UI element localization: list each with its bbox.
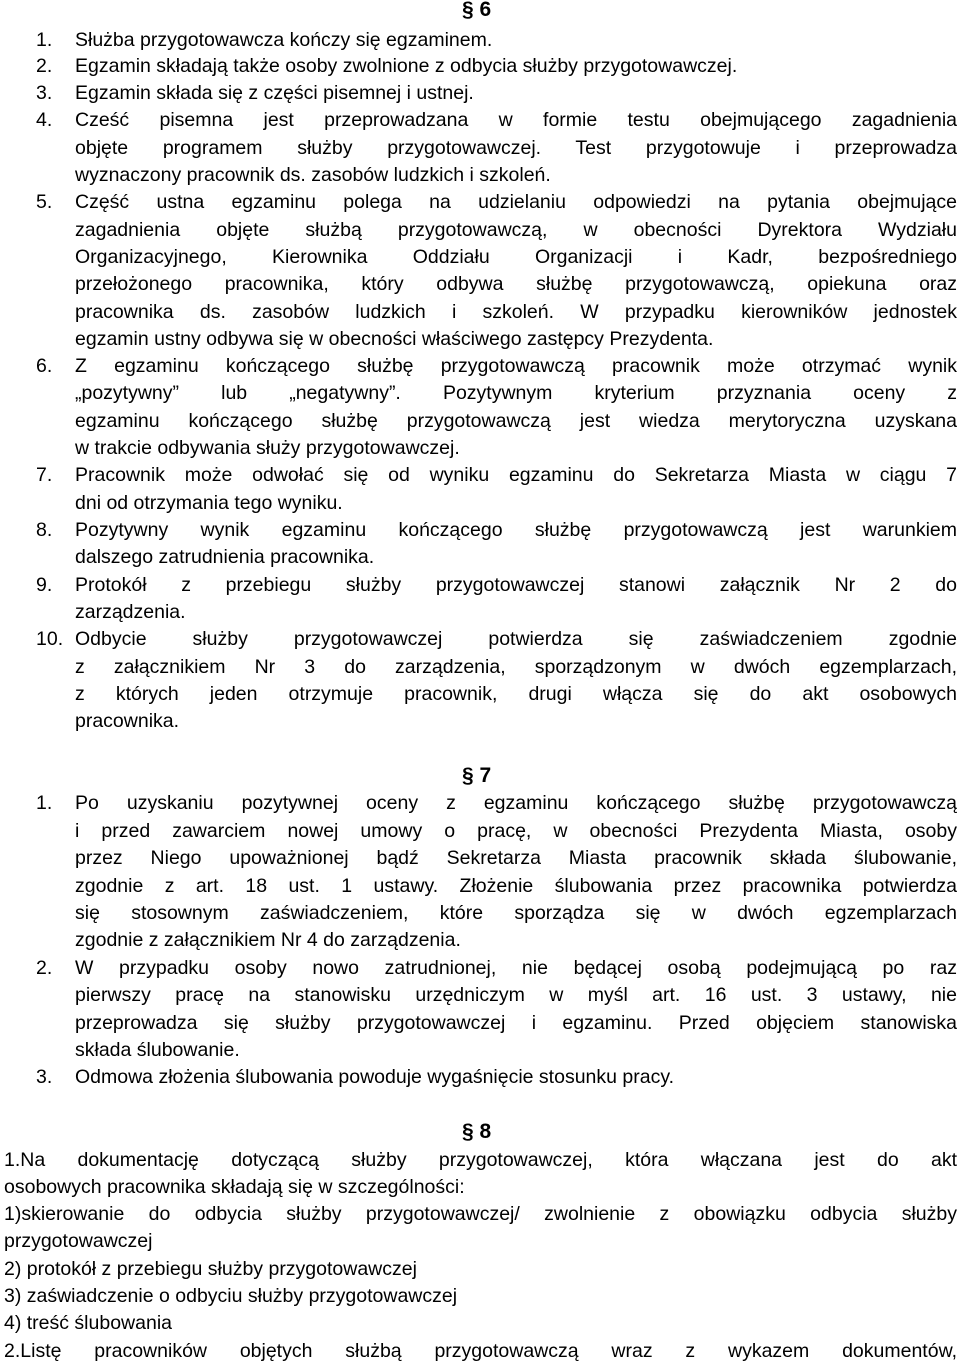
- list-item-text-line: z których jeden otrzymuje pracownik, drugi włącza się do akt osobowych: [75, 683, 957, 705]
- paragraph-text-line: 2.Listę pracowników objętych służbą przygotowawczą wraz z wykazem dokumentów,: [4, 1340, 957, 1362]
- list-item-text-line: pracownika ds. zasobów ludzkich i szkoleń. W przypadku kierowników jednostek: [75, 301, 957, 323]
- paragraph-text-line: osobowych pracownika składają się w szczególności:: [4, 1176, 465, 1198]
- list-item-text-line: pierwszy pracę na stanowisku urzędniczym w myśl art. 16 ust. 3 ustawy, nie: [75, 984, 957, 1006]
- list-item-number: 4.: [36, 109, 53, 131]
- paragraph-text-line: 1.Na dokumentację dotyczącą służby przygotowawczej, która włączana jest do akt: [4, 1149, 957, 1171]
- paragraph-text-line: przygotowawczej: [4, 1230, 153, 1252]
- list-item-text-line: Odbycie służby przygotowawczej potwierdza się zaświadczeniem zgodnie: [75, 628, 957, 650]
- list-item-text-line: egzaminu kończącego służbę przygotowawczą jest wiedza merytoryczna uzyskana: [75, 410, 957, 432]
- paragraph-text-line: 3) zaświadczenie o odbyciu służby przygotowawczej: [4, 1285, 458, 1307]
- list-item-number: 3.: [36, 82, 53, 104]
- list-item-number: 6.: [36, 355, 53, 377]
- list-item-text-line: Po uzyskaniu pozytywnej oceny z egzaminu kończącego służbę przygotowawczą: [75, 792, 957, 814]
- list-item-text-line: zagadnienia objęte służbą przygotowawczą, w obecności Dyrektora Wydziału: [75, 219, 957, 241]
- list-item-text-line: objęte programem służby przygotowawczej. Test przygotowuje i przeprowadza: [75, 137, 957, 159]
- list-item-number: 5.: [36, 191, 53, 213]
- list-item-number: 7.: [36, 464, 53, 486]
- list-item-text-line: zarządzenia.: [75, 601, 186, 623]
- list-item-text-line: i przed zawarciem nowej umowy o pracę, w obecności Prezydenta Miasta, osoby: [75, 820, 957, 842]
- list-item-text-line: Z egzaminu kończącego służbę przygotowawczą pracownik może otrzymać wynik: [75, 355, 957, 377]
- list-item-number: 3.: [36, 1066, 53, 1088]
- list-item-text-line: się stosownym zaświadczeniem, które sporządza się w dwóch egzemplarzach: [75, 902, 957, 924]
- list-item-number: 2.: [36, 55, 53, 77]
- list-item-number: 10.: [36, 628, 64, 650]
- list-item-text-line: Cześć pisemna jest przeprowadzana w formie testu obejmującego zagadnienia: [75, 109, 957, 131]
- list-item-number: 2.: [36, 957, 53, 979]
- paragraph-text-line: 2) protokół z przebiegu służby przygotowawczej: [4, 1258, 417, 1280]
- paragraph-text-line: 1)skierowanie do odbycia służby przygotowawczej/ zwolnienie z obowiązku odbycia służby: [4, 1203, 957, 1225]
- list-item-text-line: „pozytywny” lub „negatywny”. Pozytywnym kryterium przyznania oceny z: [75, 382, 957, 404]
- list-item-text-line: przeprowadza się służby przygotowawczej i egzaminu. Przed objęciem stanowiska: [75, 1012, 957, 1034]
- list-item-text-line: Pozytywny wynik egzaminu kończącego służbę przygotowawczą jest warunkiem: [75, 519, 957, 541]
- list-item-text-line: pracownika.: [75, 710, 180, 732]
- list-item-text-line: W przypadku osoby nowo zatrudnionej, nie będącej osobą podejmującą po raz: [75, 957, 957, 979]
- list-item-text-line: Organizacyjnego, Kierownika Oddziału Organizacji i Kadr, bezpośredniego: [75, 246, 957, 268]
- list-item-text-line: Pracownik może odwołać się od wyniku egzaminu do Sekretarza Miasta w ciągu 7: [75, 464, 957, 486]
- list-item-text-line: w trakcie odbywania służy przygotowawczej.: [75, 437, 460, 459]
- list-item-number: 8.: [36, 519, 53, 541]
- list-item-text-line: z załącznikiem Nr 3 do zarządzenia, sporządzonym w dwóch egzemplarzach,: [75, 656, 957, 678]
- list-item-text-line: dalszego zatrudnienia pracownika.: [75, 546, 375, 568]
- section-heading: § 6: [462, 0, 492, 21]
- list-item-text-line: zgodnie z załącznikiem Nr 4 do zarządzenia.: [75, 929, 461, 951]
- list-item-text-line: Protokół z przebiegu służby przygotowawczej stanowi załącznik Nr 2 do: [75, 574, 957, 596]
- list-item-number: 9.: [36, 574, 53, 596]
- list-item-text-line: Służba przygotowawcza kończy się egzaminem.: [75, 29, 493, 51]
- list-item-text-line: składa ślubowanie.: [75, 1039, 240, 1061]
- list-item-text-line: Część ustna egzaminu polega na udzielaniu odpowiedzi na pytania obejmujące: [75, 191, 957, 213]
- list-item-text-line: egzamin ustny odbywa się w obecności właściwego zastępcy Prezydenta.: [75, 328, 714, 350]
- list-item-text-line: dni od otrzymania tego wyniku.: [75, 492, 343, 514]
- section-heading: § 7: [462, 764, 492, 787]
- list-item-text-line: Egzamin składa się z części pisemnej i ustnej.: [75, 82, 474, 104]
- list-item-text-line: zgodnie z art. 18 ust. 1 ustawy. Złożenie ślubowania przez pracownika potwierdza: [75, 875, 957, 897]
- list-item-number: 1.: [36, 29, 53, 51]
- list-item-text-line: Egzamin składają także osoby zwolnione z odbycia służby przygotowawczej.: [75, 55, 738, 77]
- list-item-text-line: przełożonego pracownika, który odbywa służbę przygotowawczą, opiekuna oraz: [75, 273, 957, 295]
- list-item-number: 1.: [36, 792, 53, 814]
- paragraph-text-line: 4) treść ślubowania: [4, 1312, 172, 1334]
- list-item-text-line: wyznaczony pracownik ds. zasobów ludzkich i szkoleń.: [75, 164, 551, 186]
- list-item-text-line: przez Niego upoważnionej bądź Sekretarza Miasta pracownik składa ślubowanie,: [75, 847, 957, 869]
- section-heading: § 8: [462, 1120, 492, 1143]
- list-item-text-line: Odmowa złożenia ślubowania powoduje wygaśnięcie stosunku pracy.: [75, 1066, 675, 1088]
